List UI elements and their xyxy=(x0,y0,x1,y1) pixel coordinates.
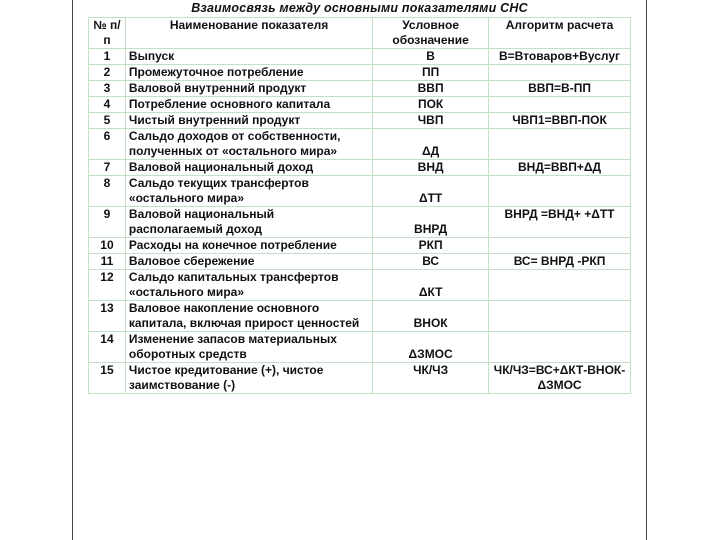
table-row xyxy=(89,207,631,238)
row-symbol: ΔД xyxy=(373,129,489,160)
row-num: 7 xyxy=(89,160,126,176)
row-algorithm xyxy=(489,65,631,81)
page-title: Взаимосвязь между основными показателями СНС xyxy=(191,1,528,15)
table-body xyxy=(89,49,631,394)
row-num: 15 xyxy=(89,363,126,394)
row-name: Валовое накопление основного капитала, включая прирост ценностей xyxy=(125,301,372,332)
row-num: 13 xyxy=(89,301,126,332)
row-symbol: ВВП xyxy=(373,81,489,97)
row-name: Изменение запасов материальных оборотных средств xyxy=(125,332,372,363)
row-algorithm xyxy=(489,332,631,363)
table-row xyxy=(89,49,631,65)
row-algorithm: ЧВП1=ВВП-ПОК xyxy=(489,113,631,129)
row-algorithm xyxy=(489,301,631,332)
table-row xyxy=(89,113,631,129)
row-symbol: ΔЗМОС xyxy=(373,332,489,363)
indicators-table xyxy=(88,17,631,394)
row-symbol: ΔТТ xyxy=(373,176,489,207)
row-symbol: ВНРД xyxy=(373,207,489,238)
row-name: Сальдо текущих трансфертов «остального мира» xyxy=(125,176,372,207)
row-symbol: ВНОК xyxy=(373,301,489,332)
row-num: 5 xyxy=(89,113,126,129)
header-symbol: Условное обозначение xyxy=(373,18,489,49)
row-num: 14 xyxy=(89,332,126,363)
row-name: Чистое кредитование (+), чистое заимствование (-) xyxy=(125,363,372,394)
table-row xyxy=(89,254,631,270)
table-row xyxy=(89,97,631,113)
row-algorithm: В=Втоваров+Вуслуг xyxy=(489,49,631,65)
row-name: Валовое сбережение xyxy=(125,254,372,270)
header-name: Наименование показателя xyxy=(125,18,372,49)
row-algorithm: ВНД=ВВП+ΔД xyxy=(489,160,631,176)
row-num: 11 xyxy=(89,254,126,270)
table-row xyxy=(89,81,631,97)
row-symbol: ПП xyxy=(373,65,489,81)
row-num: 3 xyxy=(89,81,126,97)
row-name: Расходы на конечное потребление xyxy=(125,238,372,254)
header-algorithm: Алгоритм расчета xyxy=(489,18,631,49)
table-row xyxy=(89,176,631,207)
row-algorithm: ВНРД =ВНД+ +ΔТТ xyxy=(489,207,631,238)
row-symbol: ПОК xyxy=(373,97,489,113)
row-num: 4 xyxy=(89,97,126,113)
table-row xyxy=(89,332,631,363)
row-num: 9 xyxy=(89,207,126,238)
row-name: Выпуск xyxy=(125,49,372,65)
row-algorithm xyxy=(489,97,631,113)
row-symbol: ВС xyxy=(373,254,489,270)
row-algorithm: ЧК/ЧЗ=ВС+ΔКТ-ВНОК-ΔЗМОС xyxy=(489,363,631,394)
row-symbol: В xyxy=(373,49,489,65)
row-name: Валовой национальный располагаемый доход xyxy=(125,207,372,238)
row-algorithm xyxy=(489,238,631,254)
row-symbol: ВНД xyxy=(373,160,489,176)
row-num: 8 xyxy=(89,176,126,207)
table-row xyxy=(89,160,631,176)
table-header-row xyxy=(89,18,631,49)
table-row xyxy=(89,270,631,301)
row-algorithm xyxy=(489,176,631,207)
row-name: Промежуточное потребление xyxy=(125,65,372,81)
row-symbol: ЧВП xyxy=(373,113,489,129)
row-algorithm xyxy=(489,270,631,301)
row-symbol: ЧК/ЧЗ xyxy=(373,363,489,394)
row-algorithm xyxy=(489,129,631,160)
row-num: 10 xyxy=(89,238,126,254)
header-num: № п/п xyxy=(89,18,126,49)
table-row xyxy=(89,363,631,394)
row-name: Сальдо капитальных трансфертов «остального мира» xyxy=(125,270,372,301)
row-name: Валовой внутренний продукт xyxy=(125,81,372,97)
row-name: Потребление основного капитала xyxy=(125,97,372,113)
row-num: 6 xyxy=(89,129,126,160)
row-num: 12 xyxy=(89,270,126,301)
row-name: Сальдо доходов от собственности, полученных от «остального мира» xyxy=(125,129,372,160)
table-row xyxy=(89,65,631,81)
table-row xyxy=(89,238,631,254)
table-row xyxy=(89,301,631,332)
row-num: 2 xyxy=(89,65,126,81)
row-name: Валовой национальный доход xyxy=(125,160,372,176)
row-num: 1 xyxy=(89,49,126,65)
row-algorithm: ВВП=В-ПП xyxy=(489,81,631,97)
row-symbol: РКП xyxy=(373,238,489,254)
table-row xyxy=(89,129,631,160)
row-symbol: ΔКТ xyxy=(373,270,489,301)
row-name: Чистый внутренний продукт xyxy=(125,113,372,129)
row-algorithm: ВС= ВНРД -РКП xyxy=(489,254,631,270)
